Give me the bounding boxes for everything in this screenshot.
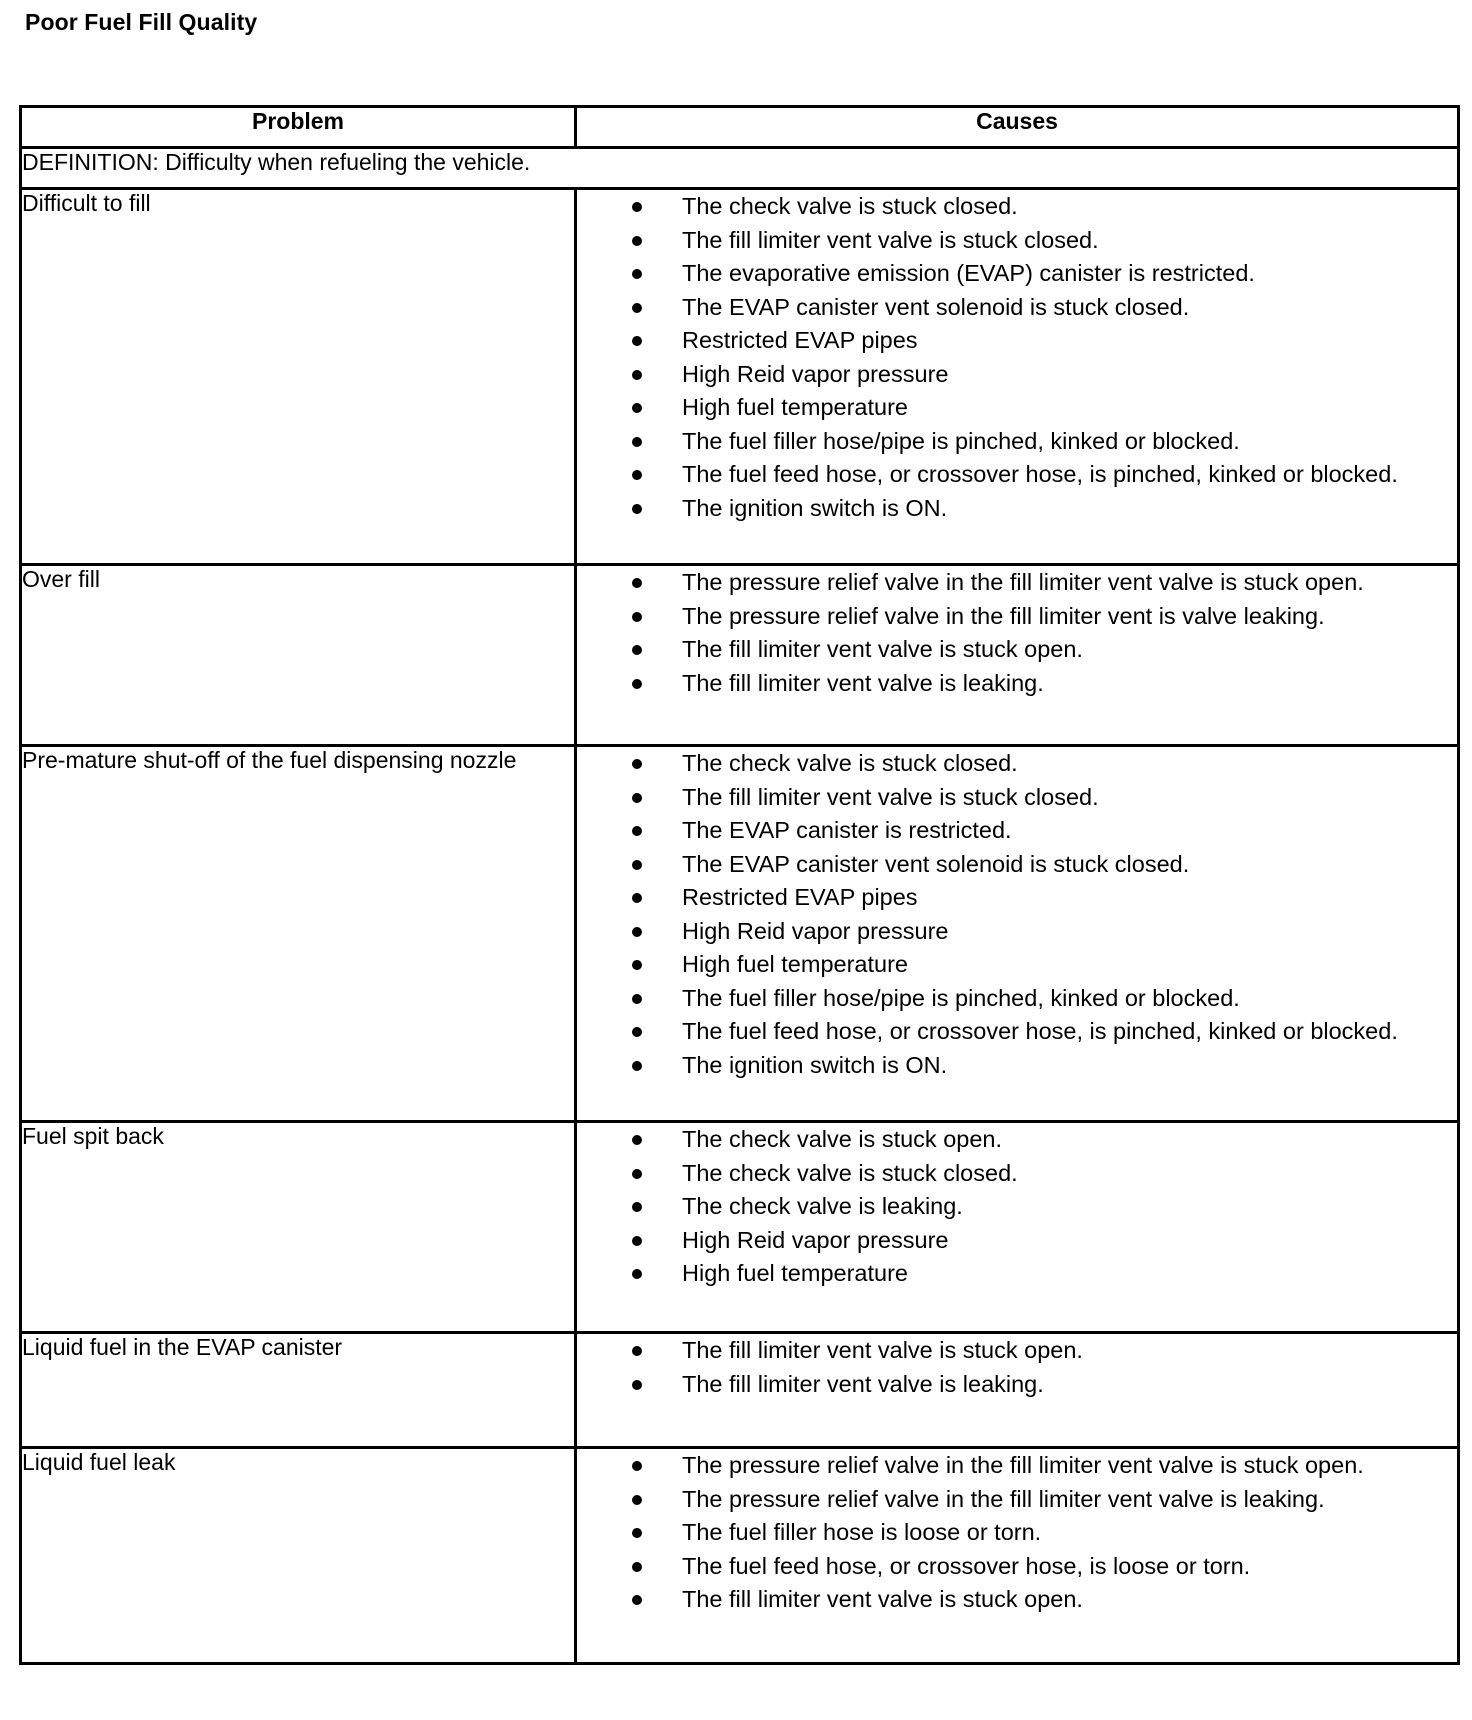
cause-text: The check valve is stuck closed. xyxy=(682,1159,1018,1186)
cause-item xyxy=(577,915,1457,949)
problem-cell: Liquid fuel leak xyxy=(21,1448,576,1664)
problem-cell: Difficult to fill xyxy=(21,189,576,565)
column-header-problem: Problem xyxy=(21,107,576,148)
bullet-icon xyxy=(632,303,642,313)
cause-text: The evaporative emission (EVAP) canister is restricted. xyxy=(682,260,1255,286)
cause-text: The fuel feed hose, or crossover hose, is pinched, kinked or blocked. xyxy=(682,461,1398,487)
bullet-icon xyxy=(632,645,642,655)
cause-item xyxy=(577,1368,1457,1402)
causes-cell xyxy=(576,189,1459,565)
cause-item xyxy=(577,1015,1457,1049)
bullet-icon xyxy=(632,1135,642,1145)
cause-item xyxy=(577,1257,1457,1291)
cause-item xyxy=(577,358,1457,392)
problem-cell: Pre-mature shut-off of the fuel dispensing nozzle xyxy=(21,746,576,1122)
cause-text: The EVAP canister vent solenoid is stuck closed. xyxy=(682,850,1190,877)
column-header-causes: Causes xyxy=(576,107,1459,148)
bullet-icon xyxy=(632,793,642,803)
cause-text: The pressure relief valve in the fill limiter vent is valve leaking. xyxy=(682,602,1325,629)
cause-text: The check valve is stuck closed. xyxy=(682,750,1018,776)
cause-item xyxy=(577,948,1457,982)
cause-text: The fuel filler hose/pipe is pinched, kinked or blocked. xyxy=(682,427,1240,454)
cause-item xyxy=(577,848,1457,882)
cause-text: High fuel temperature xyxy=(682,1260,908,1286)
bullet-icon xyxy=(632,504,642,514)
bullet-icon xyxy=(632,1528,642,1538)
bullet-icon xyxy=(632,860,642,870)
problem-cell: Over fill xyxy=(21,565,576,746)
cause-text: Restricted EVAP pipes xyxy=(682,327,918,353)
causes-list xyxy=(577,566,1457,700)
bullet-icon xyxy=(632,1169,642,1179)
cause-text: The EVAP canister is restricted. xyxy=(682,817,1012,843)
cause-text: The fill limiter vent valve is stuck closed. xyxy=(682,226,1099,253)
cause-text: The check valve is stuck open. xyxy=(682,1126,1003,1152)
cause-item xyxy=(577,1516,1457,1550)
cause-text: The pressure relief valve in the fill limiter vent valve is stuck open. xyxy=(682,1452,1364,1478)
cause-item xyxy=(577,425,1457,459)
problem-cell: Liquid fuel in the EVAP canister xyxy=(21,1333,576,1448)
cause-text: The fill limiter vent valve is leaking. xyxy=(682,669,1044,696)
cause-item xyxy=(577,1550,1457,1584)
bullet-icon xyxy=(632,612,642,622)
cause-text: The fuel filler hose/pipe is pinched, kinked or blocked. xyxy=(682,984,1240,1011)
cause-item xyxy=(577,600,1457,634)
cause-item xyxy=(577,1123,1457,1157)
cause-item xyxy=(577,1049,1457,1083)
cause-text: The ignition switch is ON. xyxy=(682,1051,948,1078)
cause-text: Restricted EVAP pipes xyxy=(682,884,918,910)
bullet-icon xyxy=(632,1562,642,1572)
bullet-icon xyxy=(632,1202,642,1212)
bullet-icon xyxy=(632,994,642,1004)
bullet-icon xyxy=(632,578,642,588)
table-row xyxy=(21,1448,1459,1664)
cause-item xyxy=(577,257,1457,291)
bullet-icon xyxy=(632,759,642,769)
cause-item xyxy=(577,1449,1457,1483)
cause-text: The check valve is stuck closed. xyxy=(682,193,1018,219)
table-row xyxy=(21,565,1459,746)
bullet-icon xyxy=(632,679,642,689)
cause-text: The check valve is leaking. xyxy=(682,1193,963,1219)
cause-item xyxy=(577,781,1457,815)
bullet-icon xyxy=(632,927,642,937)
cause-item xyxy=(577,324,1457,358)
bullet-icon xyxy=(632,1061,642,1071)
bullet-icon xyxy=(632,470,642,480)
cause-item xyxy=(577,458,1457,492)
cause-text: The fill limiter vent valve is stuck open. xyxy=(682,1337,1083,1363)
cause-text: High fuel temperature xyxy=(682,951,908,977)
cause-text: The fuel feed hose, or crossover hose, is loose or torn. xyxy=(682,1552,1251,1579)
table-row xyxy=(21,746,1459,1122)
bullet-icon xyxy=(632,1380,642,1390)
cause-item xyxy=(577,1157,1457,1191)
causes-cell xyxy=(576,1448,1459,1664)
causes-list xyxy=(577,1123,1457,1291)
cause-item xyxy=(577,747,1457,781)
cause-text: High Reid vapor pressure xyxy=(682,917,949,944)
cause-item xyxy=(577,1224,1457,1258)
definition-row xyxy=(21,148,1459,189)
table-row xyxy=(21,1122,1459,1333)
bullet-icon xyxy=(632,269,642,279)
cause-item xyxy=(577,633,1457,667)
cause-text: The EVAP canister vent solenoid is stuck closed. xyxy=(682,293,1190,320)
cause-text: High Reid vapor pressure xyxy=(682,360,949,387)
bullet-icon xyxy=(632,370,642,380)
cause-item xyxy=(577,492,1457,526)
table-header-row xyxy=(21,107,1459,148)
problem-cell: Fuel spit back xyxy=(21,1122,576,1333)
bullet-icon xyxy=(632,1495,642,1505)
causes-cell xyxy=(576,746,1459,1122)
definition-text: DEFINITION: Difficulty when refueling the vehicle. xyxy=(21,148,1459,189)
bullet-icon xyxy=(632,437,642,447)
bullet-icon xyxy=(632,336,642,346)
causes-list xyxy=(577,1449,1457,1617)
bullet-icon xyxy=(632,1236,642,1246)
cause-text: The pressure relief valve in the fill limiter vent valve is stuck open. xyxy=(682,569,1364,595)
cause-text: The fuel filler hose is loose or torn. xyxy=(682,1519,1042,1545)
cause-text: High Reid vapor pressure xyxy=(682,1226,949,1253)
cause-item xyxy=(577,291,1457,325)
causes-cell xyxy=(576,565,1459,746)
table-row xyxy=(21,1333,1459,1448)
cause-item xyxy=(577,982,1457,1016)
cause-item xyxy=(577,190,1457,224)
bullet-icon xyxy=(632,1269,642,1279)
cause-item xyxy=(577,1483,1457,1517)
bullet-icon xyxy=(632,826,642,836)
cause-text: The fill limiter vent valve is stuck closed. xyxy=(682,783,1099,810)
fuel-fill-table xyxy=(19,105,1460,1665)
bullet-icon xyxy=(632,1027,642,1037)
causes-cell xyxy=(576,1333,1459,1448)
cause-item xyxy=(577,667,1457,701)
cause-text: High fuel temperature xyxy=(682,394,908,420)
cause-item xyxy=(577,1334,1457,1368)
cause-item xyxy=(577,1583,1457,1617)
table-row xyxy=(21,189,1459,565)
cause-item xyxy=(577,566,1457,600)
bullet-icon xyxy=(632,1461,642,1471)
bullet-icon xyxy=(632,236,642,246)
causes-list xyxy=(577,190,1457,525)
cause-item xyxy=(577,391,1457,425)
cause-text: The ignition switch is ON. xyxy=(682,494,948,521)
bullet-icon xyxy=(632,960,642,970)
cause-item xyxy=(577,814,1457,848)
causes-list xyxy=(577,1334,1457,1401)
cause-item xyxy=(577,224,1457,258)
cause-item xyxy=(577,881,1457,915)
bullet-icon xyxy=(632,893,642,903)
cause-item xyxy=(577,1190,1457,1224)
cause-text: The fill limiter vent valve is stuck open. xyxy=(682,636,1083,662)
bullet-icon xyxy=(632,202,642,212)
cause-text: The fill limiter vent valve is stuck open. xyxy=(682,1586,1083,1612)
cause-text: The fuel feed hose, or crossover hose, is pinched, kinked or blocked. xyxy=(682,1018,1398,1044)
cause-text: The pressure relief valve in the fill limiter vent valve is leaking. xyxy=(682,1485,1325,1512)
bullet-icon xyxy=(632,403,642,413)
bullet-icon xyxy=(632,1595,642,1605)
causes-list xyxy=(577,747,1457,1082)
cause-text: The fill limiter vent valve is leaking. xyxy=(682,1370,1044,1397)
bullet-icon xyxy=(632,1346,642,1356)
causes-cell xyxy=(576,1122,1459,1333)
page-title: Poor Fuel Fill Quality xyxy=(25,9,258,35)
